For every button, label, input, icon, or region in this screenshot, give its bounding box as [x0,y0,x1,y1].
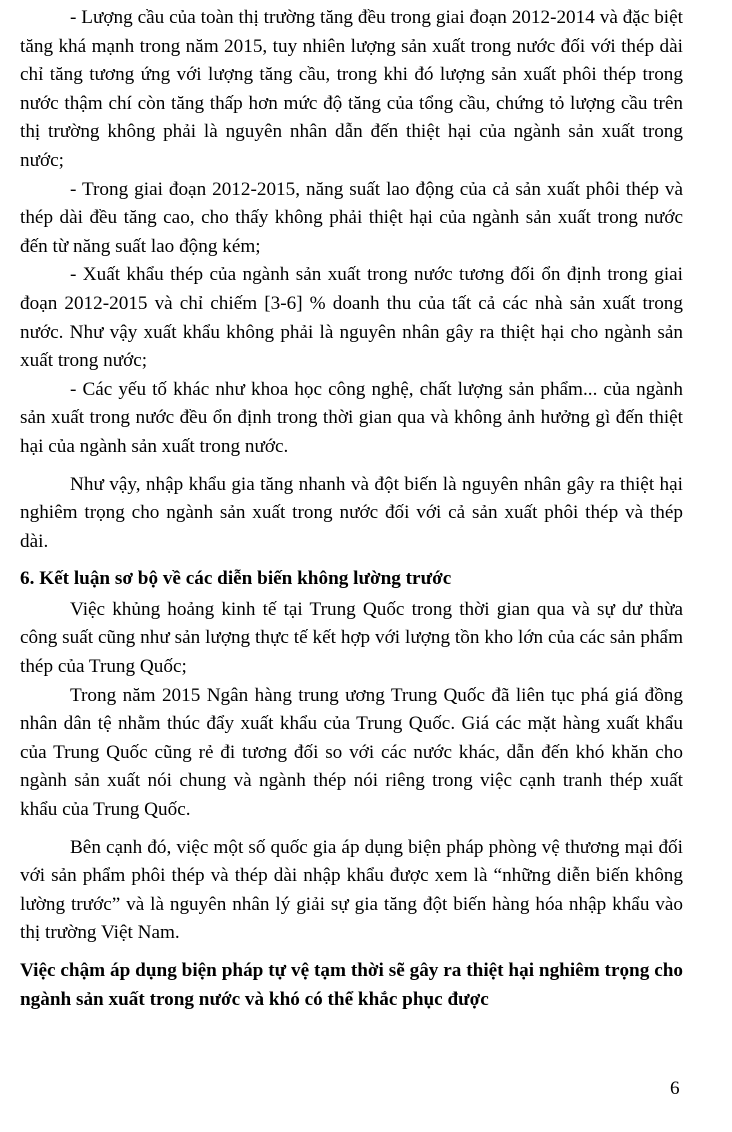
section-6-paragraph-unforeseen: Bên cạnh đó, việc một số quốc gia áp dụng biện pháp phòng vệ thương mại đối với sản phẩm phôi thép và thép dài nhập khẩu được xem là “những diễn biến không lường trước” và là nguyên nhân lý giải sự gia tăng đột biến hàng hóa nhập khẩu vào thị trường Việt Nam. [20,836,683,944]
bullet-paragraph-demand: - Lượng cầu của toàn thị trường tăng đều trong giai đoạn 2012-2014 và đặc biệt tăng khá mạnh trong năm 2015, tuy nhiên lượng sản xuất trong nước đối với thép dài chỉ tăng tương ứng với lượng tăng cầu, trong khi đó lượng sản xuất phôi thép trong nước thậm chí còn tăng thấp hơn mức độ tăng của tổng cầu, chứng tỏ lượng cầu trên thị trường không phải là nguyên nhân dẫn đến thiệt hại của ngành sản xuất trong nước; [20,7,683,171]
bullet-paragraph-exports: - Xuất khẩu thép của ngành sản xuất trong nước tương đối ổn định trong giai đoạn 2012-2015 và chỉ chiếm [3-6] % doanh thu của tất cả các nhà sản xuất trong nước. Như vậy xuất khẩu không phải là nguyên nhân gây ra thiệt hại cho ngành sản xuất trong nước; [20,264,683,372]
conclusion-paragraph: Như vậy, nhập khẩu gia tăng nhanh và đột biến là nguyên nhân gây ra thiệt hại nghiêm trọng cho ngành sản xuất trong nước đối với cả sản xuất phôi thép và thép dài. [20,473,683,552]
section-6-paragraph-devaluation: Trong năm 2015 Ngân hàng trung ương Trung Quốc đã liên tục phá giá đồng nhân dân tệ nhằm thúc đẩy xuất khẩu của Trung Quốc. Giá các mặt hàng xuất khẩu của Trung Quốc cũng rẻ đi tương đối so với các nước khác, dẫn đến khó khăn cho ngành sản xuất nói chung và ngành thép nói riêng trong việc cạnh tranh thép xuất khẩu của Trung Quốc. [20,684,683,821]
document-page [20,4,683,1014]
section-6-paragraph-crisis: Việc khủng hoảng kinh tế tại Trung Quốc trong thời gian qua và sự dư thừa công suất cũng như sản lượng thực tế kết hợp với lượng tồn kho lớn của các sản phẩm thép của Trung Quốc; [20,598,683,678]
section-6-heading: 6. Kết luận sơ bộ về các diễn biến không lường trước [20,568,452,590]
bullet-paragraph-other-factors: - Các yếu tố khác như khoa học công nghệ, chất lượng sản phẩm... của ngành sản xuất trong nước đều ổn định trong thời gian qua và không ảnh hưởng gì đến thiệt hại của ngành sản xuất trong nước. [20,378,683,457]
page-number: 6 [670,1078,680,1099]
closing-bold-heading: Việc chậm áp dụng biện pháp tự vệ tạm thời sẽ gây ra thiệt hại nghiêm trọng cho ngành sản xuất trong nước và khó có thể khắc phục được [20,960,683,1010]
bullet-paragraph-productivity: - Trong giai đoạn 2012-2015, năng suất lao động của cả sản xuất phôi thép và thép dài đều tăng cao, cho thấy không phải thiệt hại của ngành sản xuất trong nước đến từ năng suất lao động kém; [20,178,683,257]
